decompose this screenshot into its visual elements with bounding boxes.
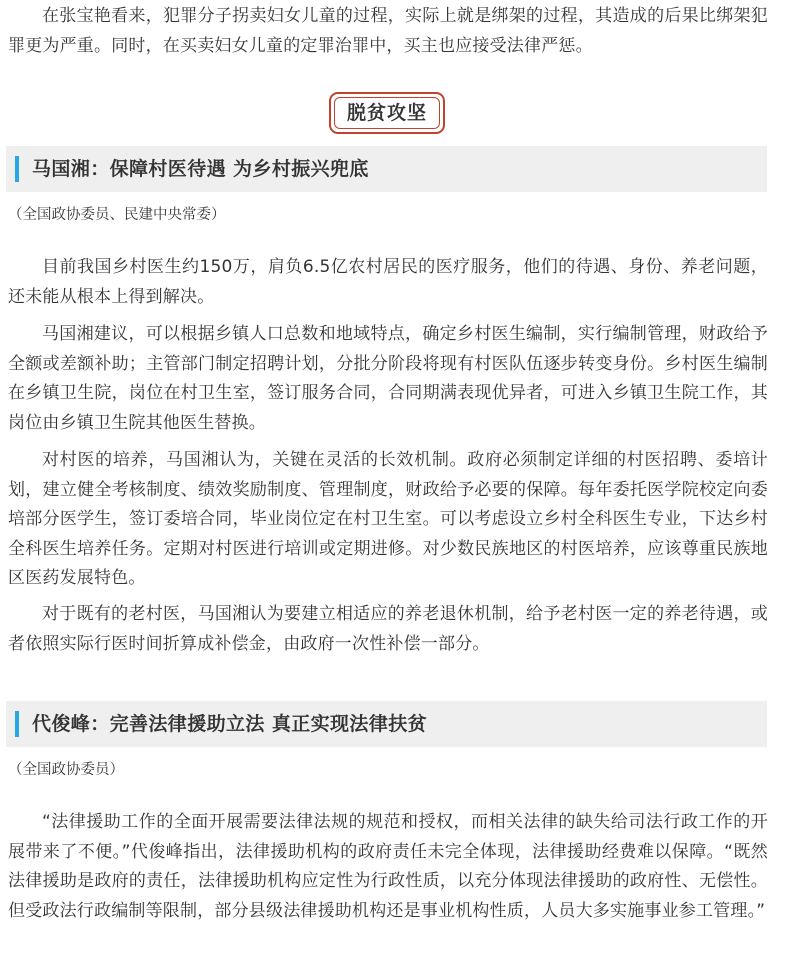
- section-1-paragraph-3: 对村医的培养，马国湘认为，关键在灵活的长效机制。政府必须制定详细的村医招聘、委培计划，建立健全考核制度、绩效奖励制度、管理制度，财政给予必要的保障。每年委托医学院校定向委培部分医学生，签订委培合同，毕业岗位定在村卫生室。可以考虑设立乡村全科医生专业，下达乡村全科医生培养任务。定期对村医进行培训或定期进修。对少数民族地区的村医培养，应该尊重民族地区医药发展特色。: [8, 450, 768, 588]
- section-title-1: 马国湘：保障村医待遇 为乡村振兴兜底: [32, 158, 369, 180]
- section-accent-bar: [15, 156, 19, 182]
- section-1-paragraph-1: 目前我国乡村医生约150万，肩负6.5亿农村居民的医疗服务，他们的待遇、身份、养老问题，还未能从根本上得到解决。: [8, 257, 768, 307]
- section-title-2: 代俊峰：完善法律援助立法 真正实现法律扶贫: [32, 713, 428, 735]
- intro-paragraph: 在张宝艳看来，犯罪分子拐卖妇女儿童的过程，实际上就是绑架的过程，其造成的后果比绑架犯罪更为严重。同时，在买卖妇女儿童的定罪治罪中，买主也应接受法律严惩。: [8, 6, 768, 56]
- section-badge-wrap: [0, 92, 774, 134]
- section-badge: [329, 92, 445, 134]
- section-accent-bar: [15, 711, 19, 737]
- section-1-paragraph-2: 马国湘建议，可以根据乡镇人口总数和地域特点，确定乡村医生编制，实行编制管理，财政给予全额或差额补助；主管部门制定招聘计划，分批分阶段将现有村医队伍逐步转变身份。乡村医生编制在乡镇卫生院，岗位在村卫生室，签订服务合同，合同期满表现优异者，可进入乡镇卫生院工作，其岗位由乡镇卫生院其他医生替换。: [8, 324, 768, 433]
- section-affiliation-1: （全国政协委员、民建中央常委）: [8, 207, 226, 223]
- section-2-paragraph-1: “法律援助工作的全面开展需要法律法规的规范和授权，而相关法律的缺失给司法行政工作的开展带来了不便。”代俊峰指出，法律援助机构的政府责任未完全体现，法律援助经费难以保障。“既然法律援助是政府的责任，法律援助机构应定性为行政性质，以充分体现法律援助的政府性、无偿性。但受政法行政编制等限制，部分县级法律援助机构还是事业机构性质，人员大多实施事业参工管理。”: [8, 812, 768, 921]
- section-badge-label: 脱贫攻坚: [334, 97, 440, 129]
- section-header-2: [6, 701, 767, 747]
- section-1-paragraph-4: 对于既有的老村医，马国湘认为要建立相适应的养老退休机制，给予老村医一定的养老待遇，或者依照实际行医时间折算成补偿金，由政府一次性补偿一部分。: [8, 604, 768, 654]
- section-affiliation-2: （全国政协委员）: [8, 762, 124, 778]
- section-header-1: [6, 146, 767, 192]
